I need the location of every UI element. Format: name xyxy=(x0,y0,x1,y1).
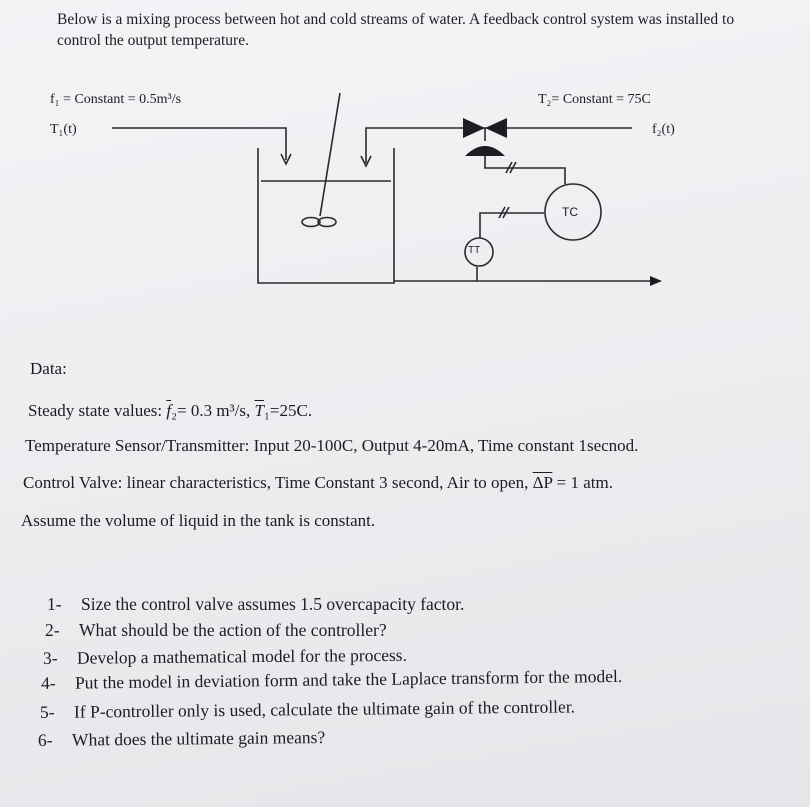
stirrer-shaft xyxy=(320,93,340,216)
mixing-tank xyxy=(258,148,394,283)
cold-stream-pipe xyxy=(112,128,286,160)
f1-label: f₁ = Constant = 0.5m³/s xyxy=(50,92,182,107)
tc-label: TC xyxy=(562,205,578,219)
valve-spec: Control Valve: linear characteristics, Time Constant 3 second, Air to open, $\overline{\Delta P} = 1$ atm. xyxy=(23,473,613,492)
question-item: 4- Put the model in deviation form and take the Laplace transform for the model. xyxy=(40,665,623,693)
t1-label: T₁(t) xyxy=(50,122,77,137)
intro-text: Below is a mixing process between hot and cold streams of water. A feedback control system was installed to control the output temperature. xyxy=(57,11,735,49)
data-heading: Data: xyxy=(30,359,67,378)
question-item: 2- What should be the action of the controller? xyxy=(45,620,387,640)
tc-to-valve-signal xyxy=(485,156,565,184)
f2-label: f₂(t) xyxy=(652,122,675,137)
steady-state-values: Steady state values: $\overline{f}_2= 0.3$ m³/s, $\overline{T}_1=25C$. xyxy=(28,401,313,420)
mixing-process-diagram xyxy=(0,0,810,330)
sensor-spec: Temperature Sensor/Transmitter: Input 20-100C, Output 4-20mA, Time constant 1secnod. xyxy=(25,436,639,455)
assumption-text: Assume the volume of liquid in the tank is constant. xyxy=(21,511,376,530)
question-item: 6- What does the ultimate gain means? xyxy=(37,726,326,750)
question-item: 5- If P-controller only is used, calculate the ultimate gain of the controller. xyxy=(39,696,576,722)
question-item: 3- Develop a mathematical model for the process. xyxy=(42,644,408,668)
outlet-arrow xyxy=(650,276,662,286)
valve-actuator xyxy=(465,146,505,156)
t2-label: T₂= Constant = 75C xyxy=(538,92,651,107)
tt-to-tc-signal xyxy=(480,213,544,238)
question-item: 1- Size the control valve assumes 1.5 overcapacity factor. xyxy=(47,594,465,614)
valve-body-right xyxy=(485,118,507,138)
tt-label: TT xyxy=(468,245,481,256)
valve-body-left xyxy=(463,118,485,138)
